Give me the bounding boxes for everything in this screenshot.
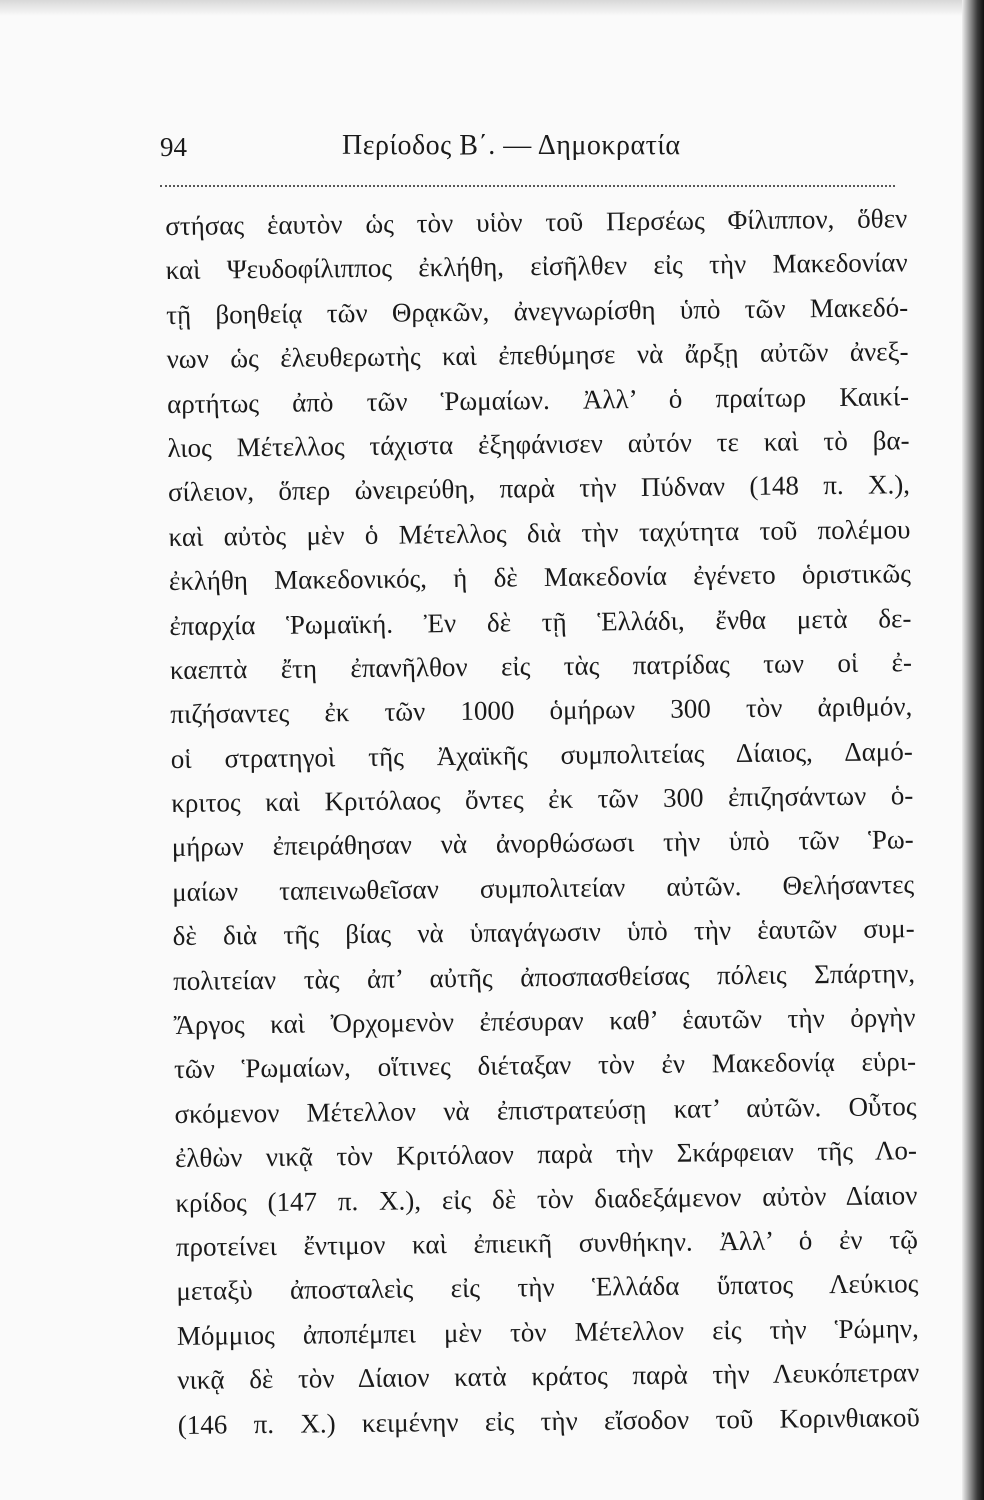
text-line: καεπτὰ ἔτη ἐπανῆλθον εἰς τὰς πατρίδας των οἱ ἐ- — [169, 647, 912, 685]
text-line: καὶ Ψευδοφίλιππος ἐκλήθη, εἰσῆλθεν εἰς τὴν Μακεδονίαν — [165, 247, 908, 286]
text-line: ἐλθὼν νικᾷ τὸν Κριτόλαον παρὰ τὴν Σκάρφειαν τῆς Λο- — [174, 1135, 918, 1174]
text-line: αρτήτως ἀπὸ τῶν Ῥωμαίων. Ἀλλ’ ὁ πραίτωρ Καικί- — [166, 380, 910, 419]
header-rule — [160, 185, 895, 187]
running-title: Περίοδος Β΄. — Δημοκρατία — [342, 130, 681, 161]
text-line: τῇ βοηθείᾳ τῶν Θρᾳκῶν, ἀνεγνωρίσθη ὑπὸ τῶν Μακεδό- — [166, 292, 909, 330]
scan-shadow-right — [962, 0, 984, 1500]
text-line: πολιτείαν τὰς ἀπ’ αὐτῆς ἀποσπασθείσας πόλεις Σπάρτην, — [172, 957, 916, 996]
text-line: πιζήσαντες ἐκ τῶν 1000 ὁμήρων 300 τὸν ἀριθμόν, — [170, 691, 913, 730]
text-line: προτείνει ἔντιμον καὶ ἐπιεικῆ συνθήκην. Ἀλλ’ ὁ ἐν τῷ — [175, 1224, 919, 1262]
text-line: μήρων ἐπειράθησαν νὰ ἀνορθώσωσι τὴν ὑπὸ τῶν Ῥω- — [171, 824, 914, 863]
text-line: καὶ αὐτὸς μὲν ὁ Μέτελλος διὰ τὴν ταχύτητα τοῦ πολέμου — [168, 513, 911, 552]
text-line: μεταξὺ ἀποσταλεὶς εἰς τὴν Ἑλλάδα ὕπατος Λεύκιος — [176, 1268, 919, 1307]
body-text — [165, 196, 920, 1447]
text-line: οἱ στρατηγοὶ τῆς Ἀχαϊκῆς συμπολιτείας Δίαιος, Δαμό- — [170, 735, 913, 774]
page-header — [160, 128, 890, 172]
text-line: (146 π. Χ.) κειμένην εἰς τὴν εἴσοδον τοῦ Κορινθιακοῦ — [177, 1401, 920, 1440]
text-line: Ἄργος καὶ Ὀρχομενὸν ἐπέσυραν καθ’ ἑαυτῶν τὴν ὀργὴν — [173, 1002, 916, 1040]
text-line: στήσας ἑαυτὸν ὡς τὸν υἱὸν τοῦ Περσέως Φίλιππον, ὅθεν — [165, 203, 908, 241]
text-line: τῶν Ῥωμαίων, οἵτινες διέταξαν τὸν ἐν Μακεδονίᾳ εὑρι- — [173, 1046, 917, 1085]
text-line: σκόμενον Μέτελλον νὰ ἐπιστρατεύσῃ κατ’ αὐτῶν. Οὗτος — [174, 1090, 917, 1129]
text-line: κριτος καὶ Κριτόλαος ὄντες ἐκ τῶν 300 ἐπιζησάντων ὁ- — [171, 780, 914, 819]
text-line: ἐπαρχία Ῥωμαϊκή. Ἐν δὲ τῇ Ἑλλάδι, ἔνθα μετὰ δε- — [169, 602, 912, 641]
text-line: σίλειον, ὅπερ ὠνειρεύθη, παρὰ τὴν Πύδναν (148 π. Χ.), — [167, 469, 911, 508]
text-line: νικᾷ δὲ τὸν Δίαιον κατὰ κράτος παρὰ τὴν Λευκόπετραν — [177, 1357, 920, 1396]
text-line: Μόμμιος ἀποπέμπει μὲν τὸν Μέτελλον εἰς τὴν Ῥώμην, — [176, 1312, 919, 1351]
text-line: λιος Μέτελλος τάχιστα ἐξηφάνισεν αὐτόν τε καὶ τὸ βα- — [167, 425, 910, 463]
page-number: 94 — [160, 132, 187, 162]
text-line: νων ὡς ἐλευθερωτὴς καὶ ἐπεθύμησε νὰ ἄρξῃ αὐτῶν ἀνεξ- — [166, 336, 909, 375]
scan-shadow-top — [0, 0, 984, 16]
text-line: δὲ διὰ τῆς βίας νὰ ὑπαγάγωσιν ὑπὸ τὴν ἑαυτῶν συμ- — [172, 913, 915, 952]
text-line: κρίδος (147 π. Χ.), εἰς δὲ τὸν διαδεξάμενον αὐτὸν Δίαιον — [175, 1179, 918, 1218]
text-line: ἐκλήθη Μακεδονικός, ἡ δὲ Μακεδονία ἐγένετο ὁριστικῶς — [168, 558, 912, 597]
text-line: μαίων ταπεινωθεῖσαν συμπολιτείαν αὐτῶν. Θελήσαντες — [172, 869, 915, 907]
